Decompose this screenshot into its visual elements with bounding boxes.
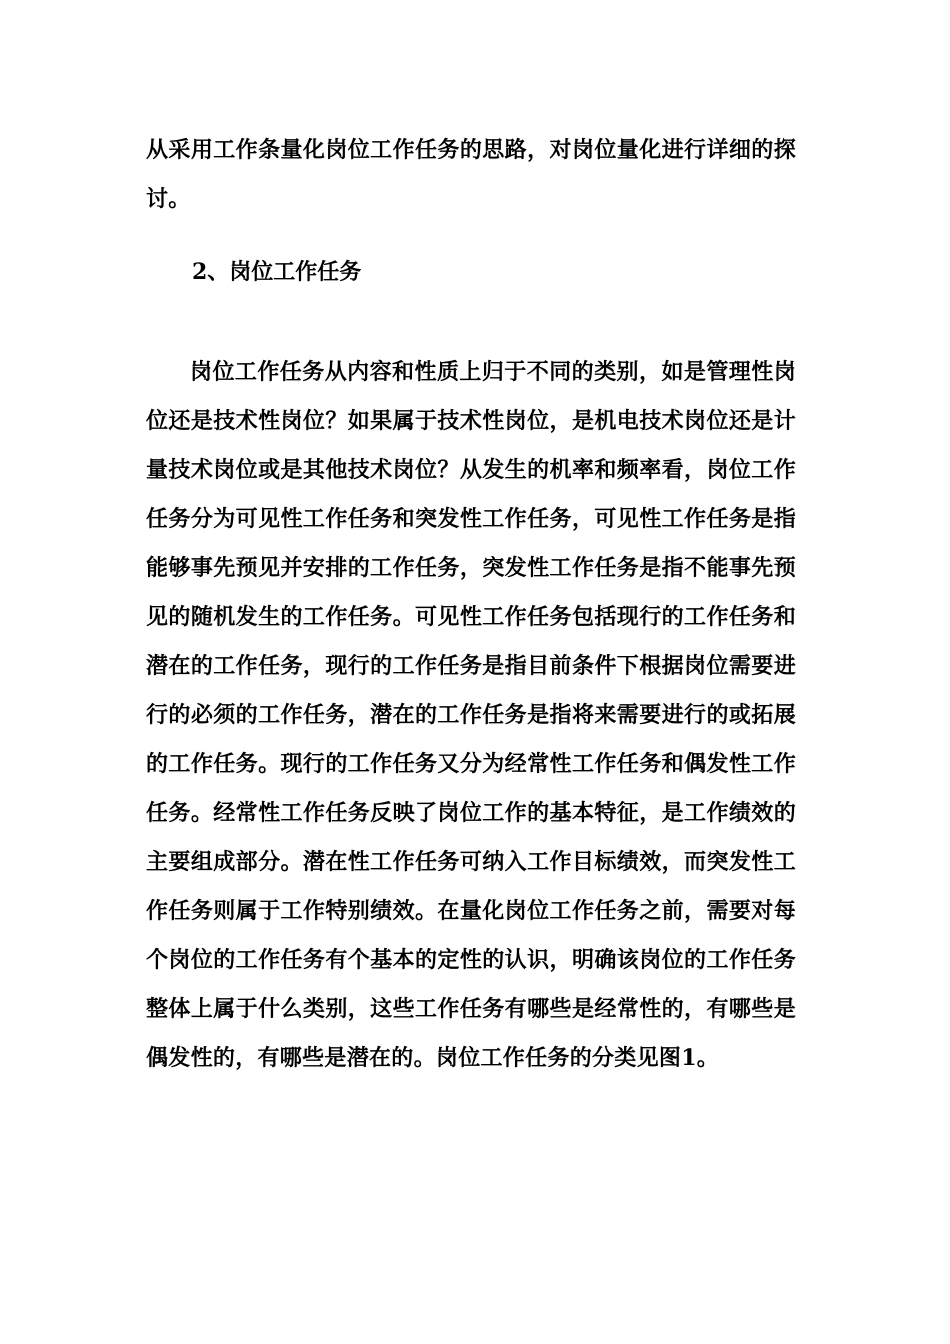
paragraph-main: 岗位工作任务从内容和性质上归于不同的类别，如是管理性岗位还是技术性岗位？如果属于技术性岗位，是机电技术岗位还是计量技术岗位或是其他技术岗位？从发生的机率和频率看，岗位工作任务分为可见性工作任务和突发性工作任务，可见性工作任务是指能够事先预见并安排的工作任务，突发性工作任务是指不能事先预见的随机发生的工作任务。可见性工作任务包括现行的工作任务和潜在的工作任务，现行的工作任务是指目前条件下根据岗位需要进行的必须的工作任务，潜在的工作任务是指将来需要进行的或拓展的工作任务。现行的工作任务又分为经常性工作任务和偶发性工作任务。经常性工作任务反映了岗位工作的基本特征，是工作绩效的主要组成部分。潜在性工作任务可纳入工作目标绩效，而突发性工作任务则属于工作特别绩效。在量化岗位工作任务之前，需要对每个岗位的工作任务有个基本的定性的认识，明确该岗位的工作任务整体上属于什么类别，这些工作任务有哪些是经常性的，有哪些是偶发性的，有哪些是潜在的。岗位工作任务的分类见图1。	[146, 359, 796, 1071]
section-heading: 2、岗位工作任务	[192, 259, 362, 285]
paragraph-continuation: 从采用工作条量化岗位工作任务的思路，对岗位量化进行详细的探讨。	[146, 137, 796, 212]
